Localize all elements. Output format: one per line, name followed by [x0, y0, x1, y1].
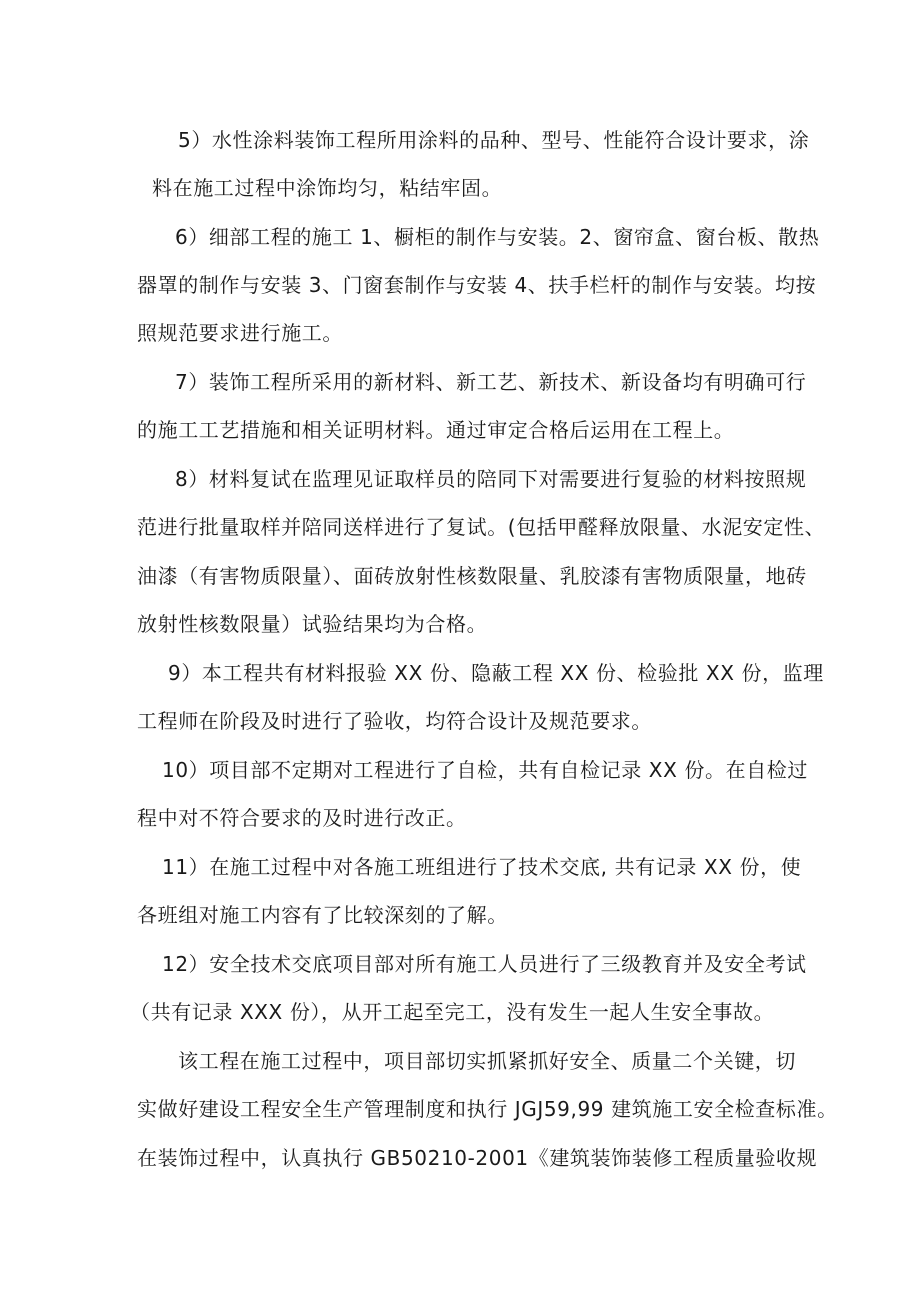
- closing-paragraph-line-3: 在装饰过程中，认真执行 GB50210-2001《建筑装饰装修工程质量验收规: [137, 1146, 818, 1170]
- closing-paragraph-line-2: 实做好建设工程安全生产管理制度和执行 JGJ59,99 建筑施工安全检查标准。: [137, 1097, 838, 1121]
- paragraph-10-line-1: 10）项目部不定期对工程进行了自检，共有自检记录 XX 份。在自检过: [162, 758, 808, 782]
- paragraph-8-line-4: 放射性核数限量）试验结果均为合格。: [137, 612, 488, 636]
- paragraph-7-line-2: 的施工工艺措施和相关证明材料。通过审定合格后运用在工程上。: [137, 418, 735, 442]
- paragraph-9-line-1: 9）本工程共有材料报验 XX 份、隐蔽工程 XX 份、检验批 XX 份，监理: [168, 661, 824, 685]
- paragraph-6-line-1: 6）细部工程的施工 1、橱柜的制作与安装。2、窗帘盒、窗台板、散热: [175, 225, 820, 249]
- paragraph-8-line-1: 8）材料复试在监理见证取样员的陪同下对需要进行复验的材料按照规: [175, 467, 807, 491]
- paragraph-12-line-1: 12）安全技术交底项目部对所有施工人员进行了三级教育并及安全考试: [162, 952, 807, 976]
- paragraph-5-line-1: 5）水性涂料装饰工程所用涂料的品种、型号、性能符合设计要求，涂: [178, 128, 810, 152]
- paragraph-6-line-2: 器罩的制作与安装 3、门窗套制作与安装 4、扶手栏杆的制作与安装。均按: [137, 273, 817, 297]
- paragraph-8-line-2: 范进行批量取样并陪同送样进行了复试。(包括甲醛释放限量、水泥安定性、: [137, 515, 826, 539]
- paragraph-9-line-2: 工程师在阶段及时进行了验收，均符合设计及规范要求。: [137, 709, 652, 733]
- paragraph-12-line-2: （共有记录 XXX 份），从开工起至完工，没有发生一起人生安全事故。: [130, 1000, 775, 1024]
- paragraph-6-line-3: 照规范要求进行施工。: [137, 321, 343, 345]
- paragraph-5-line-2: 料在施工过程中涂饰均匀，粘结牢固。: [152, 176, 503, 200]
- closing-paragraph-line-1: 该工程在施工过程中，项目部切实抓紧抓好安全、质量二个关键，切: [178, 1049, 796, 1073]
- paragraph-7-line-1: 7）装饰工程所采用的新材料、新工艺、新技术、新设备均有明确可行: [175, 370, 807, 394]
- paragraph-11-line-1: 11）在施工过程中对各施工班组进行了技术交底, 共有记录 XX 份，使: [162, 855, 802, 879]
- paragraph-11-line-2: 各班组对施工内容有了比较深刻的了解。: [137, 903, 508, 927]
- paragraph-8-line-3: 油漆（有害物质限量）、面砖放射性核数限量、乳胶漆有害物质限量，地砖: [137, 564, 807, 588]
- paragraph-10-line-2: 程中对不符合要求的及时进行改正。: [137, 806, 467, 830]
